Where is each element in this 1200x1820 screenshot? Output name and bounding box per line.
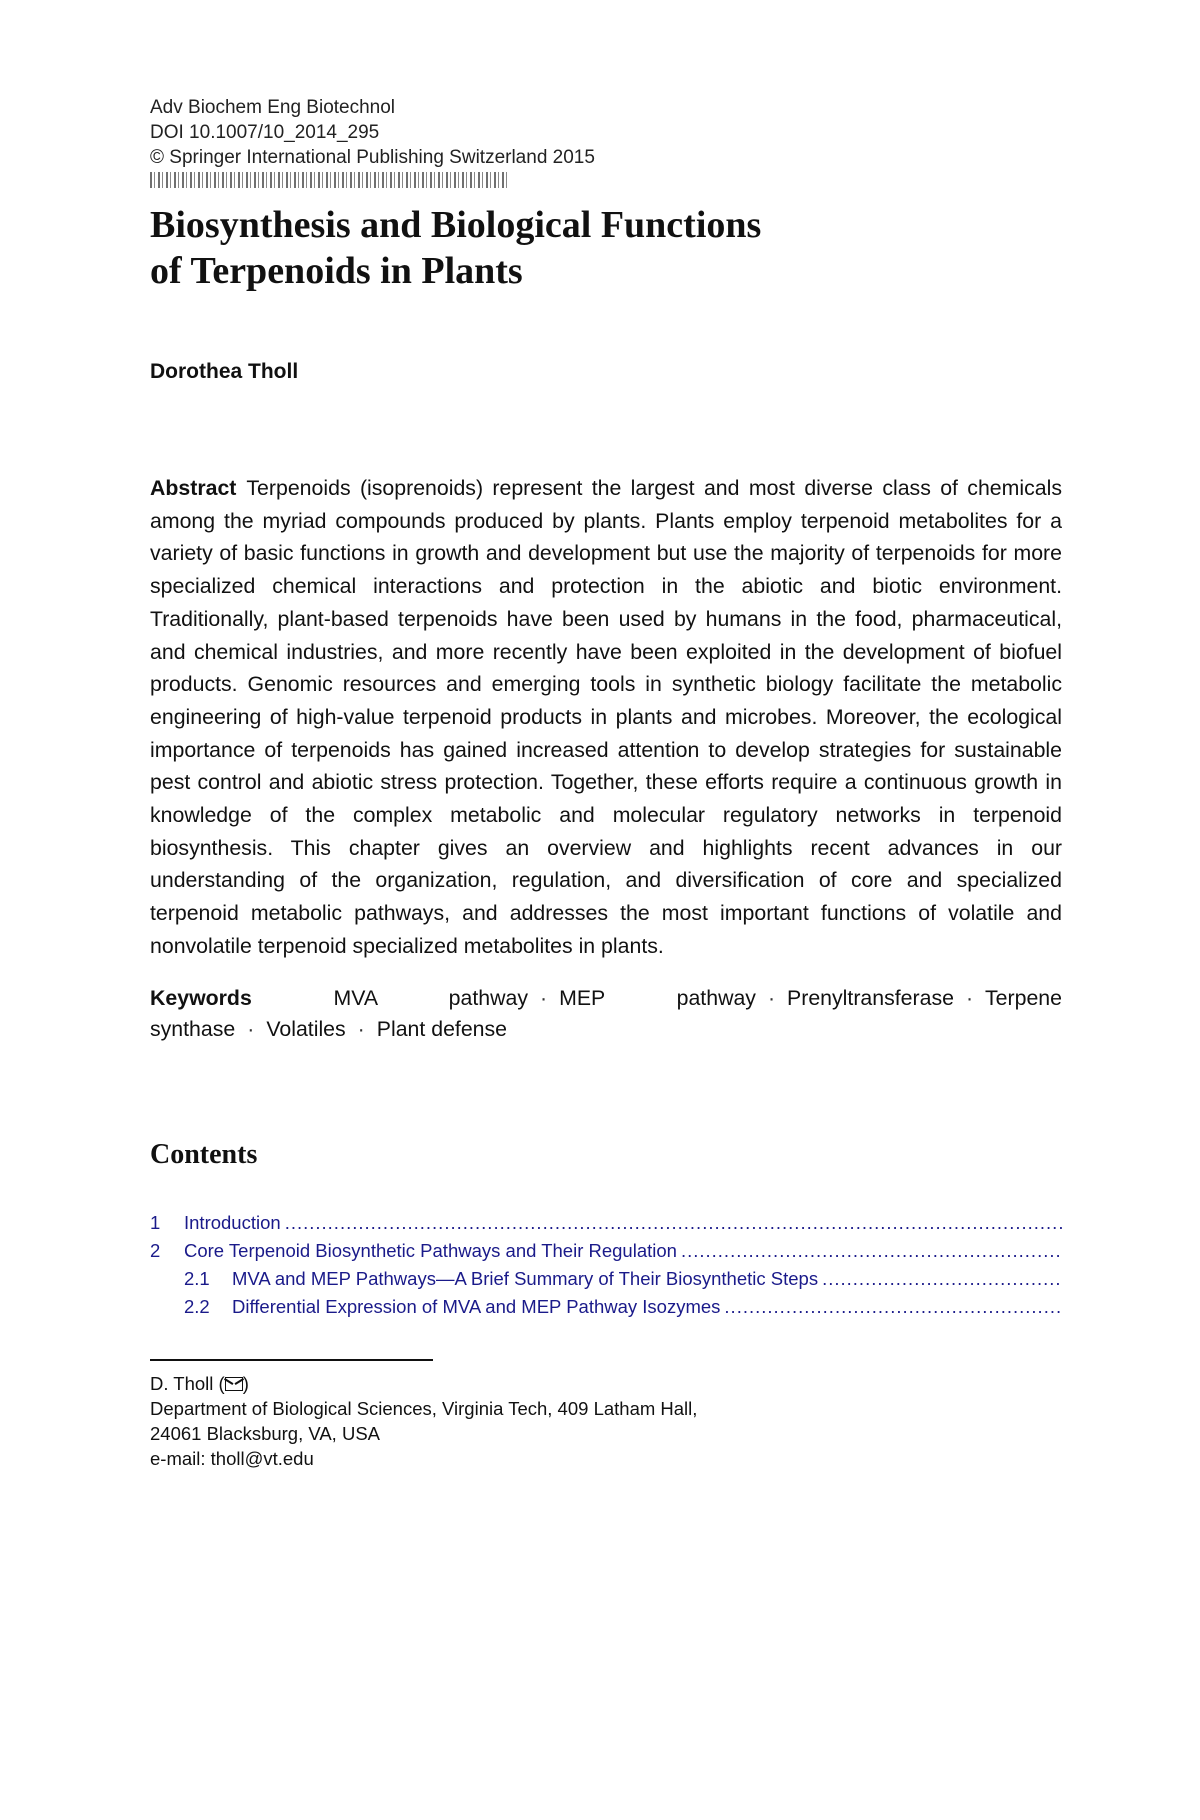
toc-number: 2	[150, 1239, 161, 1261]
keyword-item: MVA pathway	[333, 985, 529, 1010]
contents-heading: Contents	[150, 1138, 258, 1170]
title-line-1: Biosynthesis and Biological Functions	[150, 204, 762, 246]
toc-entry-introduction[interactable]	[150, 1209, 1062, 1237]
chapter-title	[150, 202, 1062, 294]
keyword-separator: ·	[540, 985, 548, 1010]
toc-number: 2.2	[184, 1295, 210, 1317]
toc-title: Core Terpenoid Biosynthetic Pathways and Their Regulation	[184, 1239, 677, 1261]
chapter-first-page	[150, 95, 1062, 1471]
keyword-item: Plant defense	[376, 1016, 508, 1041]
keyword-separator: ·	[357, 1016, 365, 1041]
keywords	[150, 983, 1062, 1045]
keywords-label: Keywords	[150, 985, 252, 1010]
affiliation-department: Department of Biological Sciences, Virginia Tech, 409 Latham Hall,	[150, 1397, 698, 1419]
toc-entry-core-pathways[interactable]	[150, 1237, 1062, 1265]
keyword-item: Prenyltransferase	[787, 985, 954, 1010]
keyword-separator: ·	[965, 985, 974, 1010]
abstract	[150, 472, 1062, 963]
keyword-separator: ·	[247, 1016, 255, 1041]
abstract-label: Abstract	[150, 476, 237, 500]
toc-entry-mva-mep-summary[interactable]	[150, 1265, 1062, 1293]
barcode-strip	[150, 172, 510, 188]
affiliation-name: D. Tholl (	[150, 1372, 225, 1394]
doi: DOI 10.1007/10_2014_295	[150, 122, 380, 143]
toc-leader	[681, 1237, 1062, 1265]
keyword-separator: ·	[767, 985, 776, 1010]
footnote-rule	[150, 1359, 433, 1361]
table-of-contents	[150, 1209, 1062, 1321]
affiliation-email[interactable]: e-mail: tholl@vt.edu	[150, 1447, 314, 1469]
keyword-item: MEP pathway	[559, 985, 756, 1010]
affiliation-name-close: )	[242, 1372, 249, 1394]
envelope-icon	[225, 1377, 243, 1391]
toc-leader	[822, 1265, 1062, 1293]
toc-title: Differential Expression of MVA and MEP Pathway Isozymes	[232, 1295, 721, 1317]
affiliation-city: 24061 Blacksburg, VA, USA	[150, 1422, 381, 1444]
author-affiliation	[150, 1371, 1062, 1471]
keyword-item: Volatiles	[266, 1016, 346, 1041]
toc-leader	[285, 1209, 1062, 1237]
toc-number: 2.1	[184, 1267, 210, 1289]
toc-leader	[724, 1293, 1062, 1321]
title-line-2: of Terpenoids in Plants	[150, 250, 523, 292]
copyright: © Springer International Publishing Switzerland 2015	[150, 147, 595, 168]
toc-number: 1	[150, 1211, 161, 1233]
keyword-item: Terpene synthase	[150, 985, 1062, 1041]
publication-meta	[150, 95, 1062, 188]
toc-entry-isozymes[interactable]	[150, 1293, 1062, 1321]
toc-title: MVA and MEP Pathways—A Brief Summary of Their Biosynthetic Steps	[232, 1267, 819, 1289]
affiliation-name-line	[150, 1371, 1062, 1396]
journal-name: Adv Biochem Eng Biotechnol	[150, 97, 396, 118]
toc-title: Introduction	[184, 1211, 281, 1233]
author-name: Dorothea Tholl	[150, 360, 299, 383]
abstract-text: Terpenoids (isoprenoids) represent the largest and most diverse class of chemicals among the myriad compounds produced by plants. Plants employ terpenoid metabolites for a variety of basic functions in growth and development but use the majority of terpenoids for more specialized chemical interactions and protection in the abiotic and biotic environment. Traditionally, plant-based terpenoids have been used by humans in the food, pharmaceutical, and chemical industries, and more recently have been exploited in the development of biofuel products. Genomic resources and emerging tools in synthetic biology facilitate the metabolic engineering of high-value terpenoid products in plants and microbes. Moreover, the ecological importance of terpenoids has gained increased attention to develop strategies for sustainable pest control and abiotic stress protection. Together, these efforts require a continuous growth in knowledge of the complex metabolic and molecular regulatory networks in terpenoid biosynthesis. This chapter gives an overview and highlights recent advances in our understanding of the organization, regulation, and diversification of core and specialized terpenoid metabolic pathways, and addresses the most important functions of volatile and nonvolatile terpenoid specialized metabolites in plants.	[150, 476, 1062, 958]
